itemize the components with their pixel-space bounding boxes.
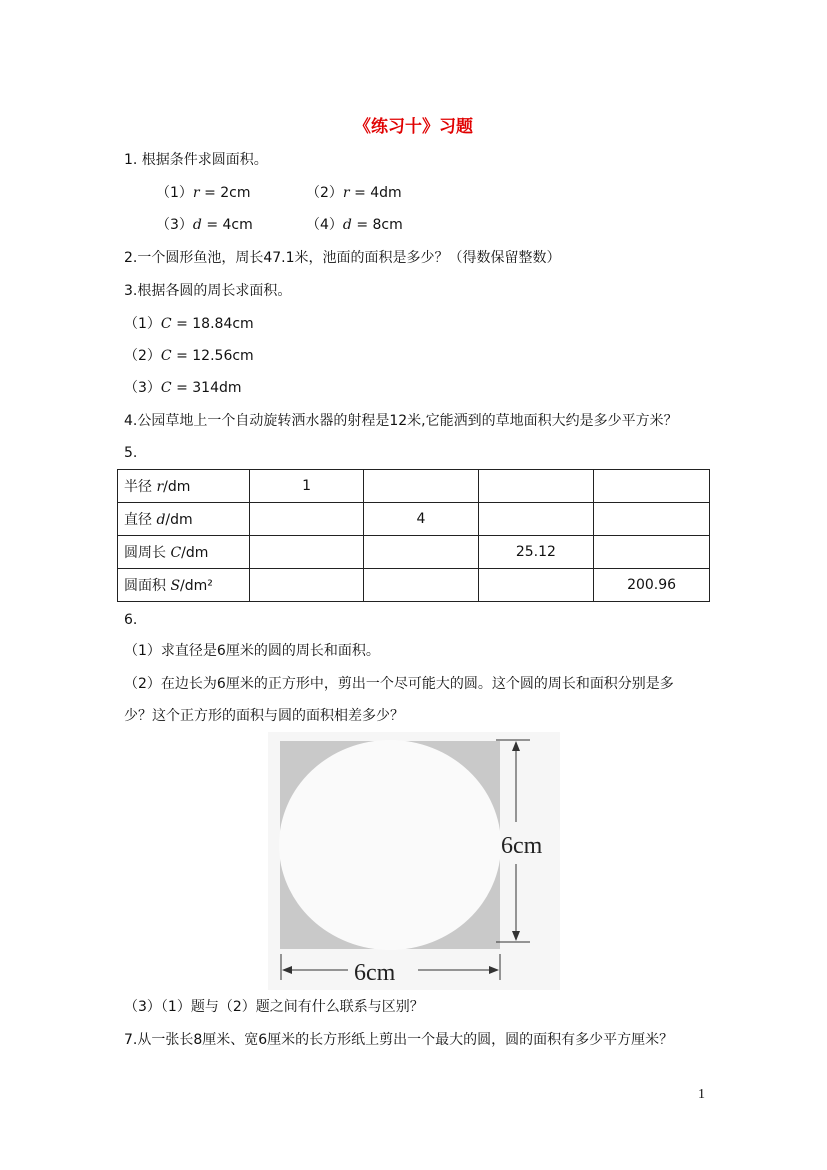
q6-part-2-line-2: 少？这个正方形的面积与圆的面积相差多少？	[124, 708, 404, 724]
table-cell: 200.96	[594, 569, 710, 602]
q3-stem: 3.根据各圆的周长求面积。	[124, 283, 292, 299]
table-cell: 25.12	[478, 536, 594, 569]
table-cell	[478, 569, 594, 602]
table-cell	[594, 503, 710, 536]
side-length-label: 6cm	[501, 833, 543, 859]
row-label: 圆周长 C/dm	[118, 536, 250, 569]
q6-part-2-line-1: （2）在边长为6厘米的正方形中，剪出一个尽可能大的圆。这个圆的周长和面积分别是多	[124, 676, 674, 692]
q7-text: 7.从一张长8厘米、宽6厘米的长方形纸上剪出一个最大的圆，圆的面积有多少平方厘米？	[124, 1032, 674, 1048]
circle-shape	[279, 740, 501, 950]
table-row	[118, 503, 710, 536]
page-title: 《练习十》习题	[354, 117, 473, 137]
table-cell	[249, 503, 363, 536]
q5-number: 5.	[124, 445, 138, 461]
table-cell	[364, 569, 478, 602]
table-row	[118, 536, 710, 569]
q2-text: 2.一个圆形鱼池，周长47.1米，池面的面积是多少？（得数保留整数）	[124, 250, 561, 266]
page-number: 1	[698, 1087, 705, 1102]
table-cell	[594, 536, 710, 569]
table-cell: 1	[249, 470, 363, 503]
q1-item-1: （1）r = 2cm	[156, 185, 251, 201]
table-cell	[364, 536, 478, 569]
table-cell	[478, 503, 594, 536]
q4-text: 4.公园草地上一个自动旋转洒水器的射程是12米,它能洒到的草地面积大约是多少平方米？	[124, 413, 678, 429]
table-cell: 4	[364, 503, 478, 536]
q3-item-3: （3）C = 314dm	[124, 380, 242, 396]
q1-item-2: （2）r = 4dm	[306, 185, 402, 201]
q3-item-1: （1）C = 18.84cm	[124, 316, 254, 332]
table-row	[118, 470, 710, 503]
table-cell	[249, 569, 363, 602]
circle-in-square-figure	[268, 732, 560, 990]
q1-stem: 1. 根据条件求圆面积。	[124, 152, 268, 168]
bottom-length-label: 6cm	[354, 960, 396, 986]
row-label: 圆面积 S/dm²	[118, 569, 250, 602]
q6-part-1: （1）求直径是6厘米的圆的周长和面积。	[124, 643, 380, 659]
row-label: 半径 r/dm	[118, 470, 250, 503]
q1-item-4: （4）d = 8cm	[306, 217, 403, 233]
q6-part-3: （3）（1）题与（2）题之间有什么联系与区别？	[124, 999, 424, 1015]
q1-item-3: （3）d = 4cm	[156, 217, 253, 233]
q5-table	[117, 469, 710, 602]
table-cell	[594, 470, 710, 503]
table-row	[118, 569, 710, 602]
table-cell	[249, 536, 363, 569]
q3-item-2: （2）C = 12.56cm	[124, 348, 254, 364]
table-cell	[478, 470, 594, 503]
q6-number: 6.	[124, 612, 138, 628]
row-label: 直径 d/dm	[118, 503, 250, 536]
table-cell	[364, 470, 478, 503]
